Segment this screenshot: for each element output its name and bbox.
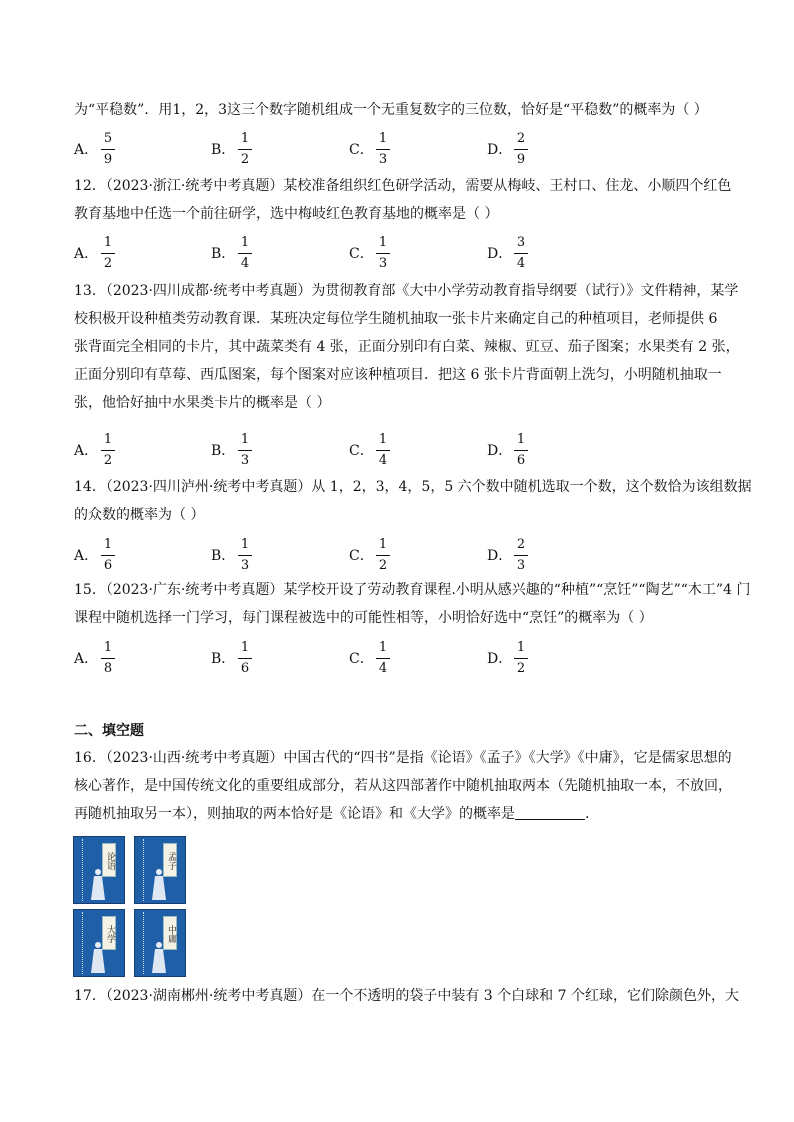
fraction: 1 3 (238, 431, 252, 470)
sage-figure-icon (88, 940, 108, 974)
q13-options (74, 431, 674, 471)
option-letter: D． (487, 246, 513, 262)
q12-options (74, 234, 674, 274)
fraction: 2 3 (514, 536, 528, 575)
q12-text-line1: 12．（2023·浙江·统考中考真题）某校准备组织红色研学活动，需要从梅岐、王村口、住龙、小顺四个红色 (74, 178, 732, 194)
book-lunyu (73, 836, 125, 904)
q11-text-end: 为“平稳数”．用1，2，3这三个数字随机组成一个无重复数字的三位数，恰好是“平稳数”的概率为（ ） (74, 102, 708, 118)
option-letter: D． (487, 142, 513, 158)
book-zhongyong (134, 909, 186, 977)
fraction: 1 8 (101, 639, 115, 678)
book-title: 论语 (102, 843, 116, 877)
fraction: 1 4 (238, 234, 252, 273)
fraction: 1 6 (101, 536, 115, 575)
fraction: 1 2 (376, 536, 390, 575)
book-daxue (73, 909, 125, 977)
q13-text-line2: 校积极开设种植类劳动教育课．某班决定每位学生随机抽取一张卡片来确定自己的种植项目，老师提供 6 (74, 311, 718, 327)
q13-text-line5: 张，他恰好抽中水果类卡片的概率是（ ） (74, 395, 331, 411)
option-letter: D． (487, 443, 513, 459)
option-letter: C． (349, 246, 374, 262)
option-letter: B． (211, 443, 236, 459)
q12-text-line2: 教育基地中任选一个前往研学，选中梅岐红色教育基地的概率是（ ） (74, 206, 499, 222)
option-letter: A． (74, 142, 99, 158)
book-title: 大学 (102, 916, 116, 950)
book-title: 中庸 (163, 916, 177, 950)
q14-options (74, 536, 674, 576)
answer-blank[interactable] (515, 805, 585, 820)
q15-text-line2: 课程中随机选择一门学习，每门课程被选中的可能性相等，小明恰好选中“烹饪”的概率为（ ） (74, 610, 653, 626)
q17-text-line1: 17．（2023·湖南郴州·统考中考真题）在一个不透明的袋子中装有 3 个白球和 7 个红球，它们除颜色外，大 (74, 988, 739, 1004)
option-letter: B． (211, 246, 236, 262)
q15-text-line1: 15．（2023·广东·统考中考真题）某学校开设了劳动教育课程.小明从感兴趣的“种植”“烹饪”“陶艺”“木工”4 门 (74, 582, 751, 598)
fraction: 1 6 (514, 431, 528, 470)
sage-figure-icon (149, 940, 169, 974)
q13-text-line3: 张背面完全相同的卡片，其中蔬菜类有 4 张，正面分别印有白菜、辣椒、豇豆、茄子图案；水果类有 2 张， (74, 339, 740, 355)
fraction: 5 9 (101, 130, 115, 169)
option-letter: C． (349, 548, 374, 564)
q13-text-line4: 正面分别印有草莓、西瓜图案，每个图案对应该种植项目．把这 6 张卡片背面朝上洗匀，小明随机抽取一 (74, 367, 722, 383)
option-letter: C． (349, 651, 374, 667)
fraction: 1 2 (238, 130, 252, 169)
book-title: 孟子 (163, 843, 177, 877)
option-letter: C． (349, 142, 374, 158)
fraction: 1 2 (101, 431, 115, 470)
q16-text: 再随机抽取另一本），则抽取的两本恰好是《论语》和《大学》的概率是 (74, 806, 515, 822)
fraction: 1 2 (514, 639, 528, 678)
fraction: 1 6 (238, 639, 252, 678)
option-letter: B． (211, 651, 236, 667)
option-letter: A． (74, 246, 99, 262)
book-binding (77, 839, 83, 901)
fraction: 1 3 (238, 536, 252, 575)
q14-text-line2: 的众数的概率为（ ） (74, 507, 205, 523)
fraction: 1 4 (376, 431, 390, 470)
book-binding (77, 912, 83, 974)
q16-text-line1: 16．（2023·山西·统考中考真题）中国古代的“四书”是指《论语》《孟子》《大学》《中庸》，它是儒家思想的 (74, 750, 732, 766)
fraction: 1 3 (376, 234, 390, 273)
option-letter: C． (349, 443, 374, 459)
book-binding (138, 912, 144, 974)
option-letter: A． (74, 443, 99, 459)
q11-options (74, 130, 674, 170)
fraction: 1 2 (101, 234, 115, 273)
q15-options (74, 639, 674, 679)
option-letter: D． (487, 651, 513, 667)
option-letter: A． (74, 548, 99, 564)
fraction: 1 3 (376, 130, 390, 169)
q14-text-line1: 14．（2023·四川泸州·统考中考真题）从 1，2，3，4，5，5 六个数中随机选取一个数，这个数恰为该组数据 (74, 479, 752, 495)
option-letter: B． (211, 548, 236, 564)
option-letter: D． (487, 548, 513, 564)
q16-text-line2: 核心著作，是中国传统文化的重要组成部分，若从这四部著作中随机抽取两本（先随机抽取一本，不放回， (74, 778, 732, 794)
q16-period: . (585, 806, 590, 822)
option-letter: A． (74, 651, 99, 667)
q16-text-line3 (74, 804, 589, 824)
q13-text-line1: 13．（2023·四川成都·统考中考真题）为贯彻教育部《大中小学劳动教育指导纲要（试行）》文件精神，某学 (74, 283, 739, 299)
book-binding (138, 839, 144, 901)
fraction: 3 4 (514, 234, 528, 273)
fraction: 1 4 (376, 639, 390, 678)
book-mengzi (134, 836, 186, 904)
section-heading-fill-in: 二、填空题 (74, 723, 144, 739)
option-letter: B． (211, 142, 236, 158)
sage-figure-icon (149, 867, 169, 901)
fraction: 2 9 (514, 130, 528, 169)
sage-figure-icon (88, 867, 108, 901)
